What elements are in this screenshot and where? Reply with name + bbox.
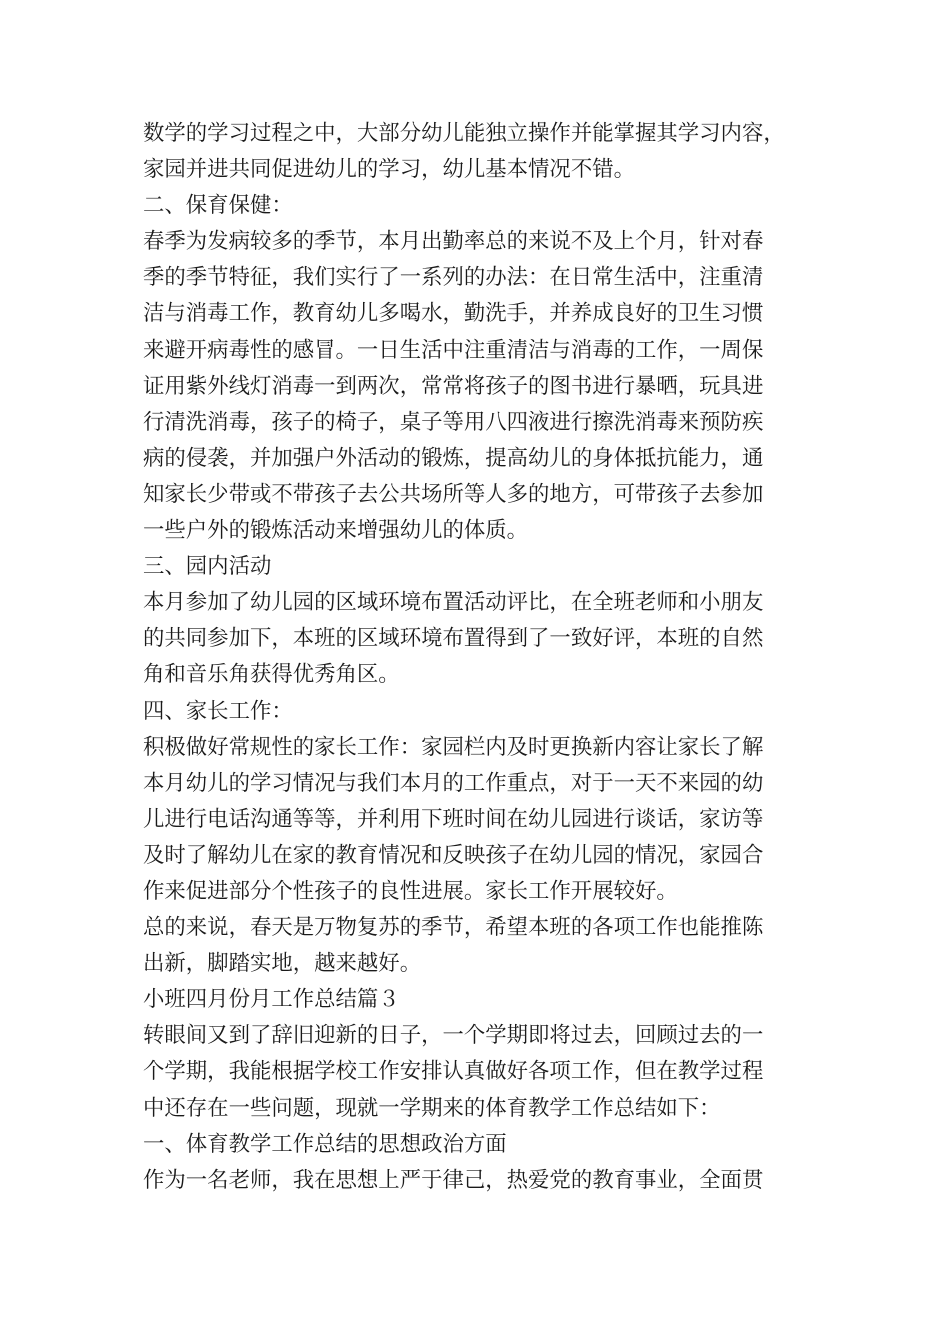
text-line: 季的季节特征，我们实行了一系列的办法：在日常生活中，注重清 [143, 265, 764, 291]
text-line: 作为一名老师，我在思想上严于律己，热爱党的教育事业，全面贯 [143, 1167, 764, 1193]
text-line: 的共同参加下，本班的区域环境布置得到了一致好评，本班的自然 [143, 626, 764, 652]
text-line: 出新，脚踏实地，越来越好。 [143, 951, 422, 977]
text-line: 及时了解幼儿在家的教育情况和反映孩子在幼儿园的情况，家园合 [143, 842, 764, 868]
text-line: 来避开病毒性的感冒。一日生活中注重清洁与消毒的工作，一周保 [143, 337, 764, 363]
text-line: 总的来说，春天是万物复苏的季节，希望本班的各项工作也能推陈 [143, 915, 764, 941]
text-line: 本月参加了幼儿园的区域环境布置活动评比，在全班老师和小朋友 [143, 590, 764, 616]
text-line: 中还存在一些问题，现就一学期来的体育教学工作总结如下： [143, 1095, 721, 1121]
section-heading: 三、园内活动 [143, 554, 272, 580]
text-line: 个学期，我能根据学校工作安排认真做好各项工作，但在教学过程 [143, 1059, 764, 1085]
text-line: 积极做好常规性的家长工作：家园栏内及时更换新内容让家长了解 [143, 734, 764, 760]
text-line: 洁与消毒工作，教育幼儿多喝水，勤洗手，并养成良好的卫生习惯 [143, 301, 764, 327]
text-line: 知家长少带或不带孩子去公共场所等人多的地方，可带孩子去参加 [143, 481, 764, 507]
text-line: 儿进行电话沟通等等，并利用下班时间在幼儿园进行谈话，家访等 [143, 806, 764, 832]
text-line: 转眼间又到了辞旧迎新的日子，一个学期即将过去，回顾过去的一 [143, 1023, 764, 1049]
article-title: 小班四月份月工作总结篇３ [143, 987, 400, 1013]
document-body [143, 116, 813, 1199]
section-heading: 四、家长工作： [143, 698, 293, 724]
text-line: 本月幼儿的学习情况与我们本月的工作重点，对于一天不来园的幼 [143, 770, 764, 796]
text-line: 数学的学习过程之中，大部分幼儿能独立操作并能掌握其学习内容， [143, 121, 785, 146]
text-line: 一些户外的锻炼活动来增强幼儿的体质。 [143, 518, 529, 544]
text-line: 证用紫外线灯消毒一到两次，常常将孩子的图书进行暴晒，玩具进 [143, 373, 764, 399]
text-line: 家园并进共同促进幼儿的学习，幼儿基本情况不错。 [143, 157, 635, 183]
text-line: 作来促进部分个性孩子的良性进展。家长工作开展较好。 [143, 878, 678, 904]
section-heading: 二、保育保健： [143, 193, 293, 219]
text-line: 行清洗消毒，孩子的椅子，桌子等用八四液进行擦洗消毒来预防疾 [143, 409, 764, 435]
text-line: 角和音乐角获得优秀角区。 [143, 662, 400, 688]
text-line: 春季为发病较多的季节，本月出勤率总的来说不及上个月，针对春 [143, 229, 764, 255]
text-line: 病的侵袭，并加强户外活动的锻炼，提高幼儿的身体抵抗能力，通 [143, 445, 764, 471]
section-heading: 一、体育教学工作总结的思想政治方面 [143, 1131, 507, 1157]
